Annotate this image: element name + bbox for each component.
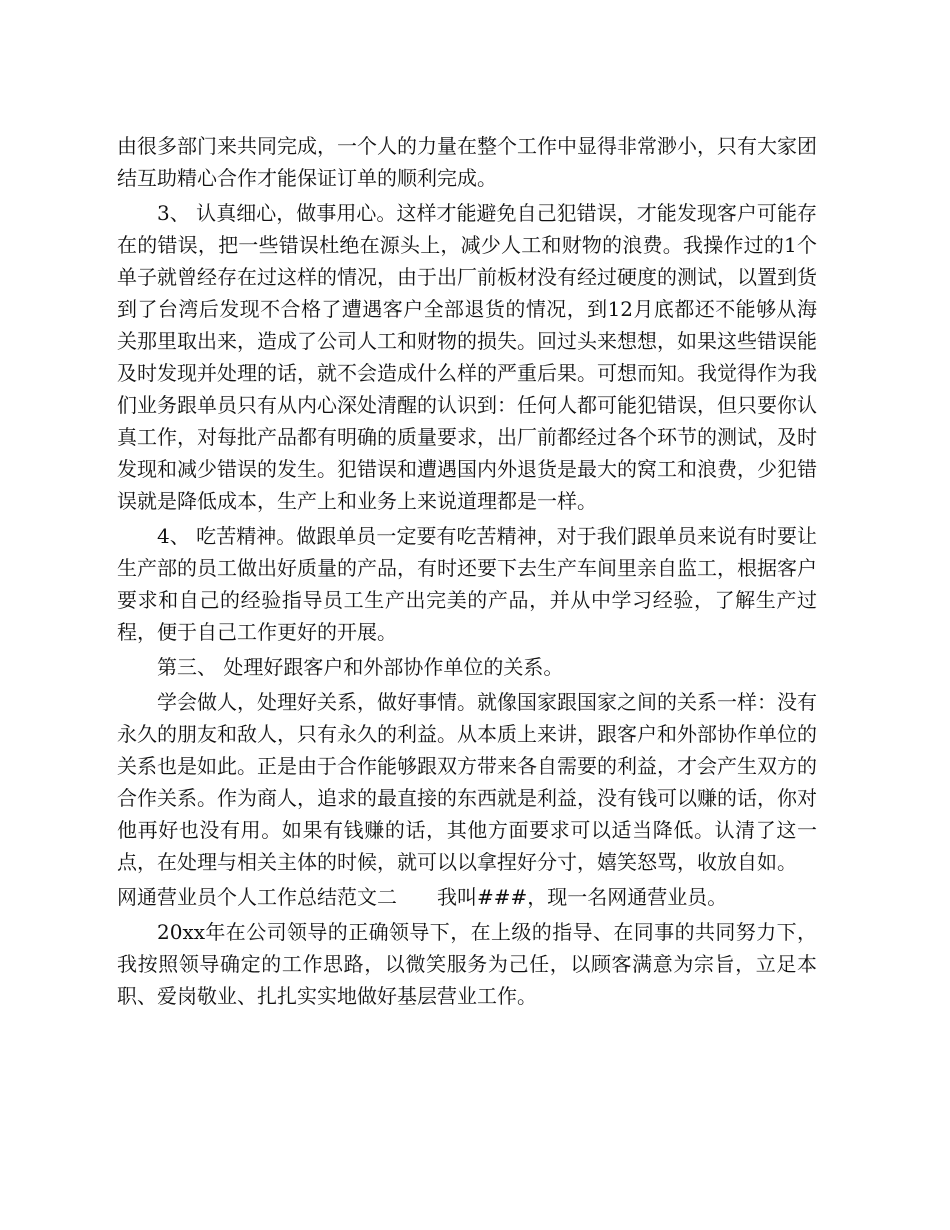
paragraph-point-3: 3、 认真细心，做事用心。这样才能避免自己犯错误，才能发现客户可能存在的错误，把一些错误杜绝在源头上，减少人工和财物的浪费。我操作过的1个单子就曾经存在过这样的情况，由于出厂前板材没有经过硬度的测试，以置到货到了台湾后发现不合格了遭遇客户全部退货的情况，到12月底都还不能够从海关那里取出来，造成了公司人工和财物的损失。回过头来想想，如果这些错误能及时发现并处理的话，就不会造成什么样的严重后果。可想而知。我觉得作为我们业务跟单员只有从内心深处清醒的认识到：任何人都可能犯错误，但只要你认真工作，对每批产品都有明确的质量要求，出厂前都经过各个环节的测试，及时发现和减少错误的发生。犯错误和遭遇国内外退货是最大的窝工和浪费，少犯错误就是降低成本，生产上和业务上来说道理都是一样。 (117, 201, 817, 513)
section-heading-third: 第三、 处理好跟客户和外部协作单位的关系。 (157, 655, 564, 679)
paragraph-continuation: 由很多部门来共同完成，一个人的力量在整个工作中显得非常渺小，只有大家团结互助精心合作才能保证订单的顺利完成。 (117, 134, 817, 190)
document-body (117, 130, 817, 1015)
article-title-line: 网通营业员个人工作总结范文二 我叫###，现一名网通营业员。 (117, 885, 728, 909)
paragraph-point-4: 4、 吃苦精神。做跟单员一定要有吃苦精神，对于我们跟单员来说有时要让生产部的员工做出好质量的产品，有时还要下去生产车间里亲自监工，根据客户要求和自己的经验指导员工生产出完美的产品，并从中学习经验，了解生产过程，便于自己工作更好的开展。 (117, 524, 817, 644)
paragraph-intro: 20xx年在公司领导的正确领导下，在上级的指导、在同事的共同努力下，我按照领导确定的工作思路，以微笑服务为己任，以顾客满意为宗旨，立足本职、爱岗敬业、扎扎实实地做好基层营业工作。 (117, 920, 817, 1008)
paragraph-relations: 学会做人，处理好关系，做好事情。就像国家跟国家之间的关系一样：没有永久的朋友和敌人，只有永久的利益。从本质上来讲，跟客户和外部协作单位的关系也是如此。正是由于合作能够跟双方带来各自需要的利益，才会产生双方的合作关系。作为商人，追求的最直接的东西就是利益，没有钱可以赚的话，你对他再好也没有用。如果有钱赚的话，其他方面要求可以适当降低。认清了这一点，在处理与相关主体的时候，就可以以拿捏好分寸，嬉笑怒骂，收放自如。 (117, 690, 817, 874)
